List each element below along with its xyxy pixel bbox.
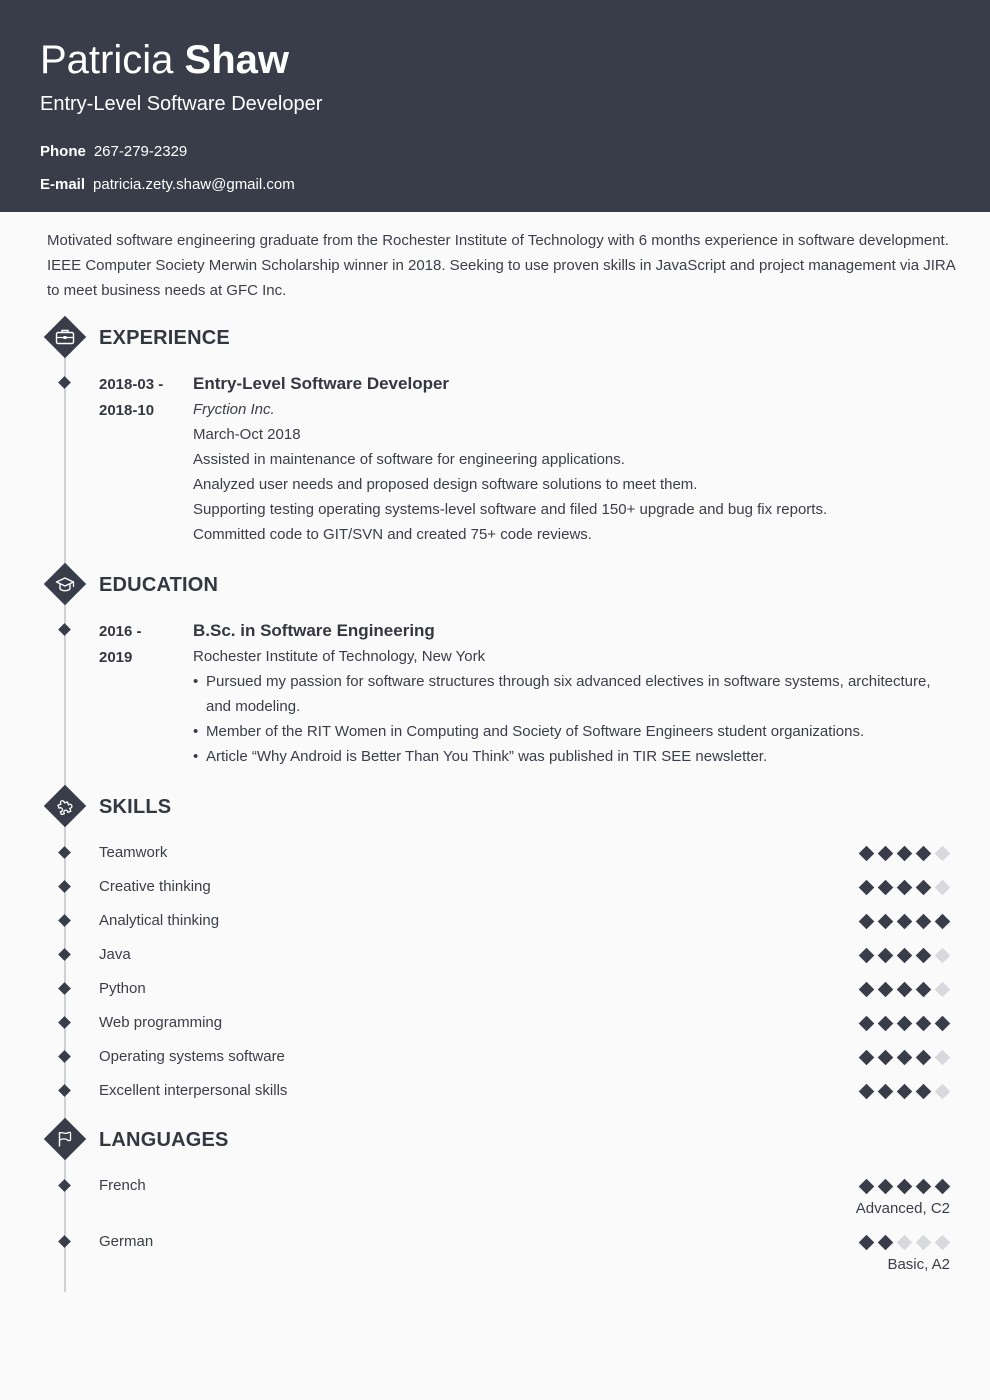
- rating-diamond-filled: [878, 1015, 894, 1031]
- experience-line: Analyzed user needs and proposed design software solutions to meet them.: [193, 476, 698, 493]
- rating-diamond-filled: [897, 845, 913, 861]
- rating-diamond-filled: [935, 1178, 951, 1194]
- rating-diamond-filled: [878, 981, 894, 997]
- skill-name: Excellent interpersonal skills: [99, 1082, 288, 1099]
- timeline-bullet: [58, 948, 71, 961]
- puzzle-icon: [44, 785, 86, 827]
- rating-diamond-filled: [916, 913, 932, 929]
- rating-diamonds: [859, 1047, 950, 1067]
- rating-diamond-empty: [935, 1049, 951, 1065]
- candidate-name: [40, 36, 289, 84]
- rating-diamond-empty: [897, 1234, 913, 1250]
- rating-diamonds: [859, 911, 950, 931]
- job-title: Entry-Level Software Developer: [40, 93, 323, 115]
- rating-diamonds: [859, 1176, 950, 1196]
- rating-diamond-filled: [916, 1178, 932, 1194]
- list-item: • Member of the RIT Women in Computing and Society of Software Engineers student organizations.: [193, 719, 953, 744]
- company-name: Fryction Inc.: [193, 401, 275, 418]
- timeline-bullet: [58, 1016, 71, 1029]
- education-bullets: [193, 669, 953, 769]
- rating-diamond-filled: [897, 1049, 913, 1065]
- rating-diamonds: [859, 945, 950, 965]
- rating-diamond-filled: [897, 1178, 913, 1194]
- profile-summary: Motivated software engineering graduate from the Rochester Institute of Technology with 6 months experience in software development. IEEE Computer Society Merwin Scholarship winner in 2018. Seeking to use proven skills in JavaScript and project management via JIRA to meet business needs at GFC Inc.: [47, 232, 955, 299]
- education-entry: [193, 618, 953, 769]
- timeline-bullet: [58, 1050, 71, 1063]
- email-row: [40, 175, 295, 195]
- rating-diamond-filled: [878, 913, 894, 929]
- list-item: • Article “Why Android is Better Than You Think” was published in TIR SEE newsletter.: [193, 744, 953, 769]
- rating-diamond-filled: [859, 947, 875, 963]
- skill-name: Web programming: [99, 1014, 223, 1031]
- phone-value[interactable]: 267-279-2329: [93, 143, 188, 160]
- experience-line: Assisted in maintenance of software for engineering applications.: [193, 451, 625, 468]
- rating-diamond-filled: [878, 845, 894, 861]
- skill-name: Java: [99, 946, 131, 963]
- rating-diamond-filled: [859, 1015, 875, 1031]
- employment-period: March-Oct 2018: [193, 426, 301, 443]
- experience-entry: [193, 371, 953, 547]
- rating-diamond-filled: [935, 1015, 951, 1031]
- phone-row: [40, 142, 187, 162]
- rating-diamond-filled: [897, 1083, 913, 1099]
- rating-diamonds: [859, 979, 950, 999]
- rating-diamond-filled: [859, 1178, 875, 1194]
- rating-diamond-empty: [935, 845, 951, 861]
- rating-diamond-empty: [935, 1234, 951, 1250]
- school-name: Rochester Institute of Technology, New York: [193, 648, 486, 665]
- rating-diamonds: [859, 1013, 950, 1033]
- rating-diamond-filled: [916, 981, 932, 997]
- email-label: E-mail: [40, 176, 86, 193]
- timeline-bullet: [58, 1084, 71, 1097]
- rating-diamond-filled: [859, 1083, 875, 1099]
- rating-diamond-filled: [897, 947, 913, 963]
- rating-diamond-empty: [916, 1234, 932, 1250]
- rating-diamond-filled: [916, 1083, 932, 1099]
- language-name: French: [99, 1177, 146, 1194]
- timeline-bullet: [58, 376, 71, 389]
- rating-diamonds: [859, 877, 950, 897]
- phone-label: Phone: [40, 143, 86, 160]
- briefcase-icon: [44, 316, 86, 358]
- timeline-bullet: [58, 846, 71, 859]
- experience-heading: EXPERIENCE: [99, 327, 230, 349]
- first-name: Patricia: [40, 38, 174, 82]
- rating-diamond-filled: [916, 879, 932, 895]
- rating-diamond-filled: [916, 1015, 932, 1031]
- language-level: Basic, A2: [887, 1256, 950, 1273]
- timeline-bullet: [58, 1235, 71, 1248]
- rating-diamond-filled: [897, 981, 913, 997]
- timeline-bullet: [58, 1179, 71, 1192]
- education-dates: [99, 619, 142, 671]
- skill-name: Creative thinking: [99, 878, 211, 895]
- graduation-cap-icon: [44, 563, 86, 605]
- rating-diamond-filled: [897, 1015, 913, 1031]
- rating-diamond-empty: [935, 879, 951, 895]
- rating-diamond-filled: [878, 947, 894, 963]
- flag-icon: [44, 1118, 86, 1160]
- date-start: 2018-03 -: [99, 376, 164, 393]
- rating-diamond-filled: [859, 879, 875, 895]
- experience-dates: [99, 372, 163, 424]
- language-level: Advanced, C2: [855, 1200, 950, 1217]
- timeline-bullet: [58, 623, 71, 636]
- rating-diamonds: [859, 843, 950, 863]
- rating-diamond-filled: [859, 913, 875, 929]
- rating-diamond-filled: [859, 1234, 875, 1250]
- experience-line: Committed code to GIT/SVN and created 75+ code reviews.: [193, 526, 592, 543]
- skill-name: Teamwork: [99, 844, 168, 861]
- timeline-bullet: [58, 982, 71, 995]
- list-item: • Pursued my passion for software structures through six advanced electives in software systems, architecture, and modeling.: [193, 669, 953, 719]
- date-end: 2019: [99, 649, 133, 666]
- rating-diamond-filled: [859, 1049, 875, 1065]
- rating-diamond-empty: [935, 981, 951, 997]
- email-value[interactable]: patricia.zety.shaw@gmail.com: [93, 176, 295, 193]
- experience-line: Supporting testing operating systems-level software and filed 150+ upgrade and bug fix reports.: [193, 501, 828, 518]
- date-start: 2016 -: [99, 623, 142, 640]
- education-heading: EDUCATION: [99, 574, 219, 596]
- rating-diamond-filled: [897, 879, 913, 895]
- timeline-bullet: [58, 914, 71, 927]
- last-name: Shaw: [184, 38, 289, 82]
- skills-heading: SKILLS: [99, 796, 172, 818]
- languages-heading: LANGUAGES: [99, 1129, 229, 1151]
- rating-diamond-filled: [878, 879, 894, 895]
- rating-diamond-filled: [859, 845, 875, 861]
- rating-diamond-empty: [935, 947, 951, 963]
- resume-header: [0, 0, 990, 212]
- position-title: Entry-Level Software Developer: [193, 374, 450, 393]
- rating-diamond-filled: [916, 1049, 932, 1065]
- rating-diamond-filled: [935, 913, 951, 929]
- rating-diamond-filled: [878, 1234, 894, 1250]
- skill-name: Operating systems software: [99, 1048, 285, 1065]
- rating-diamonds: [859, 1081, 950, 1101]
- rating-diamond-filled: [878, 1178, 894, 1194]
- date-end: 2018-10: [99, 402, 155, 419]
- rating-diamond-filled: [916, 947, 932, 963]
- rating-diamond-filled: [897, 913, 913, 929]
- rating-diamond-filled: [859, 981, 875, 997]
- rating-diamond-filled: [878, 1049, 894, 1065]
- rating-diamond-filled: [916, 845, 932, 861]
- language-name: German: [99, 1233, 154, 1250]
- degree-title: B.Sc. in Software Engineering: [193, 621, 435, 640]
- skill-name: Analytical thinking: [99, 912, 220, 929]
- rating-diamond-filled: [878, 1083, 894, 1099]
- rating-diamonds: [859, 1232, 950, 1252]
- rating-diamond-empty: [935, 1083, 951, 1099]
- skill-name: Python: [99, 980, 146, 997]
- timeline-bullet: [58, 880, 71, 893]
